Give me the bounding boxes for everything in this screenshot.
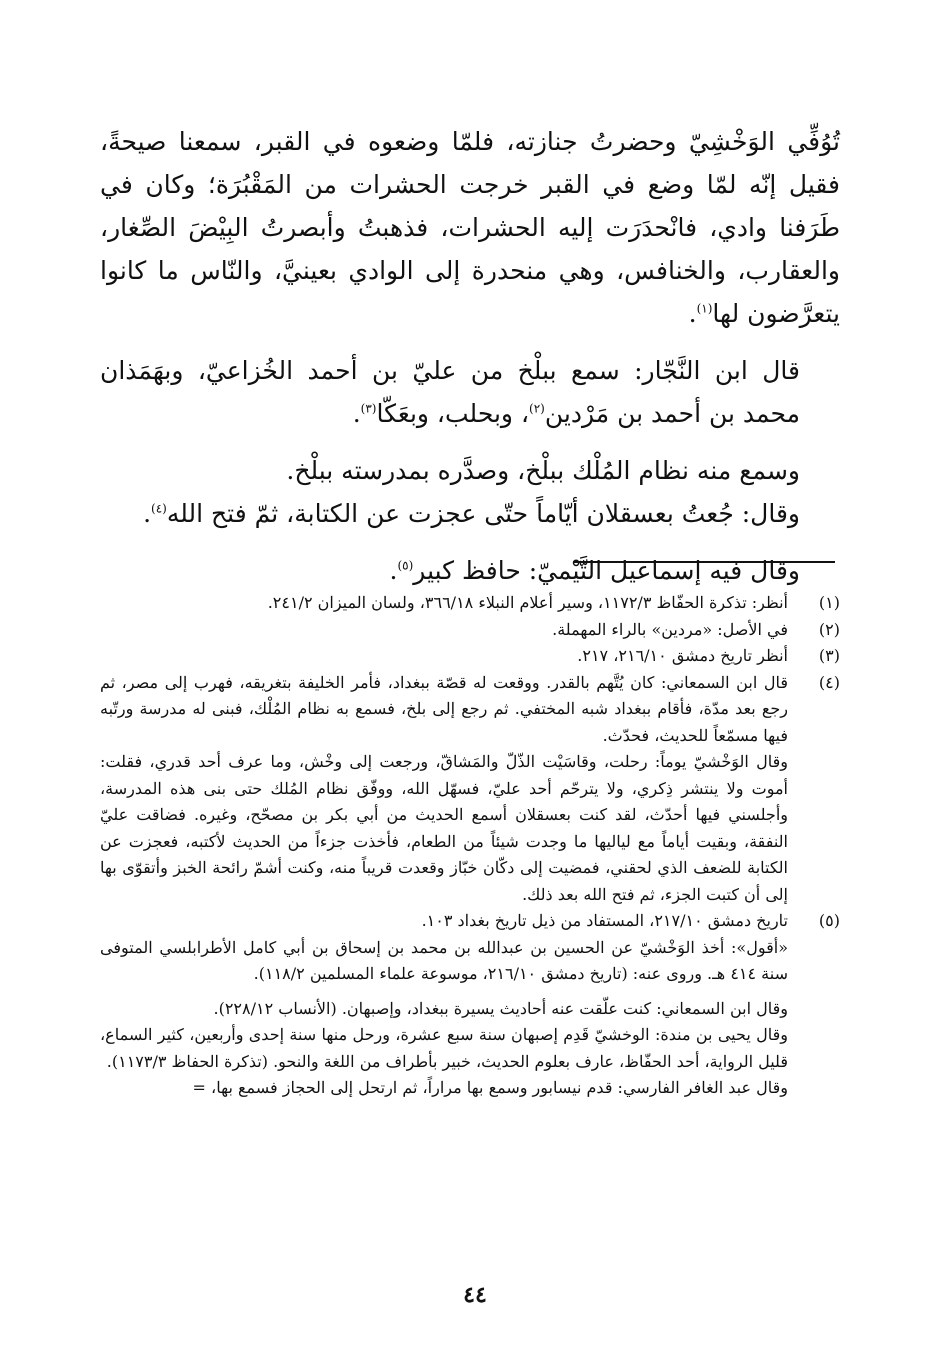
footnote-text: في الأصل: «مردين» بالراء المهملة. bbox=[552, 619, 788, 639]
footnote-item bbox=[100, 749, 840, 908]
footnote-ref[interactable]: (٤) bbox=[151, 501, 167, 516]
footnote-number: (١) bbox=[818, 593, 840, 612]
paragraph-nizam-mulk: وسمع منه نظام المُلْك ببلْخ، وصدَّره بمدرسته ببلْخ. bbox=[286, 456, 800, 485]
footnote-number bbox=[788, 749, 840, 908]
paragraph-ibn-najjar: قال ابن النَّجّار: سمع ببلْخ من عليّ بن أحمد الخُزاعيّ، وبهَمَذان محمد بن أحمد بن مَرْدين$^{(٢)}$، وبحلب، وبعَكّا$^{(٣)}$. bbox=[100, 356, 800, 428]
footnote-item bbox=[100, 590, 840, 617]
footnote-ref[interactable]: (٣) bbox=[360, 401, 377, 416]
footnotes bbox=[100, 590, 840, 1102]
main-text bbox=[100, 120, 840, 592]
footnote-text: أنظر تاريخ دمشق ٢١٦/١٠، ٢١٧. bbox=[577, 646, 788, 665]
footnote-number: (٤) bbox=[818, 672, 840, 692]
footnote-ref[interactable]: (١) bbox=[696, 301, 713, 316]
footnote-text: تاريخ دمشق ٢١٧/١٠، المستفاد من ذيل تاريخ بغداد ١٠٣. bbox=[421, 911, 788, 930]
editor-note-aqulu: «أقول»: أخذ الوَخْشيّ عن الحسين بن عبدالله بن محمد بن إسحاق بن أبي كامل الأطرابلسي المتوفى سنة ٤١٤ هـ. وروى عنه: (تاريخ دمشق ٢١٦/١٠، موسوعة علماء المسلمين ١١٨/٢). bbox=[100, 937, 788, 983]
footnote-number: (٥) bbox=[818, 911, 840, 930]
page-number: ٤٤ bbox=[463, 1282, 487, 1308]
editor-note: وقال ابن السمعاني: كنت علّقت عنه أحاديث يسيرة ببغداد، وإصبهان. (الأنساب ٢٢٨/١٢). bbox=[213, 998, 788, 1018]
footnote-number: (٣) bbox=[818, 646, 840, 665]
paragraph-burial-story: تُوُفِّي الوَخْشِيّ وحضرتُ جنازته، فلمّا وضعوه في القبر، سمعنا صيحةً، فقيل إنّه لمّا وضع في القبر خرجت الحشرات من المَقْبُرَة؛ وكان في طَرَفنا وادي، فانْحدَرَت إليه الحشرات، فذهبتُ وأبصرتُ البِيْضَ الصِّغار، والعقارب، والخنافس، وهي منحدرة إلى الوادي بعينيَّ، والنّاس ما كانوا يتعرَّضون لها$^{(١)}$. bbox=[100, 127, 840, 328]
editor-note: وقال يحيى بن مندة: الوخشيّ قَدِم إصبهان سنة سبع عشرة، ورحل منها سنة إحدى وأربعين، كثير السماع، قليل الرواية، أحد الحفّاظ، عارف بعلوم الحديث، خبير بأطراف من اللغة والنحو. (تذكرة الحفاظ ١١٧٣/٣). bbox=[100, 1025, 788, 1071]
footnote-item bbox=[100, 670, 840, 750]
footnote-number: (٢) bbox=[818, 619, 840, 639]
footnote-text: أنظر: تذكرة الحفّاظ ١١٧٢/٣، وسير أعلام النبلاء ٣٦٦/١٨، ولسان الميزان ٢٤١/٢. bbox=[267, 593, 788, 612]
paragraph-asqalan: وقال: جُعتُ بعسقلان أيّاماً حتّى عجزت عن الكتابة، ثمّ فتح الله$^{(٤)}$. bbox=[143, 499, 800, 528]
editor-note: وقال عبد الغافر الفارسي: قدم نيسابور وسمع بها مراراً، ثم ارتحل إلى الحجاز فسمع بها، = bbox=[192, 1078, 788, 1097]
footnote-text: وقال الوَخْشيّ يوماً: رحلت، وقاسَيْت الذّلّ والمَشاقّ، ورجعت إلى وخْش، وما عرف أحد قدري، فقلت: أموت ولا ينتشر ذِكري، ولا يترحّم أحد عليّ، فسهّل الله، ووفّق نظام المُلك حتى بنى هذه المدرسة، وأجلسني فيها أحدّث، لقد كنت بعسقلان أسمع الحديث من أبي بكر بن مصحّح، وغيره. فضاقت عليّ النفقة، وبقيت أياماً مع لياليها ما وجدت شيئاً من الطعام، فأخذت جزءاً من الحديث لأكتبه، فعجزت عن الكتابة للضعف الذي لحقني، فمضيت إلى دكّان خبّاز وقعدت قريباً منه، وكنت أشمّ رائحة الخبز وأتقوّى بها إلى أن كتبت الجزء، ثم فتح الله بعد ذلك. bbox=[100, 752, 788, 904]
footnote-text: قال ابن السمعاني: كان يُتَّهم بالقدر. ووقعت له قصّة ببغداد، فأمر الخليفة بتغريقه، فهرب إلى مصر، ثم رجع بعد مدّة، فأقام ببغداد شبه المختفي. ثم رجع إلى بلخ، فسمع به نظام المُلْك، فبنى له مدرسة ورتّبه فيها مسمّعاً للحديث، فحدّث. bbox=[100, 672, 788, 745]
footnote-separator bbox=[573, 561, 835, 563]
footnote-item bbox=[100, 617, 840, 644]
footnote-ref[interactable]: (٢) bbox=[529, 401, 545, 416]
paragraph-taymi: وقال فيه إسماعيل التَّيْميّ: حافظ كبير$^{(٥)}$. bbox=[389, 556, 800, 585]
footnote-ref[interactable]: (٥) bbox=[397, 558, 414, 573]
footnote-item bbox=[100, 908, 840, 935]
footnote-item bbox=[100, 643, 840, 670]
